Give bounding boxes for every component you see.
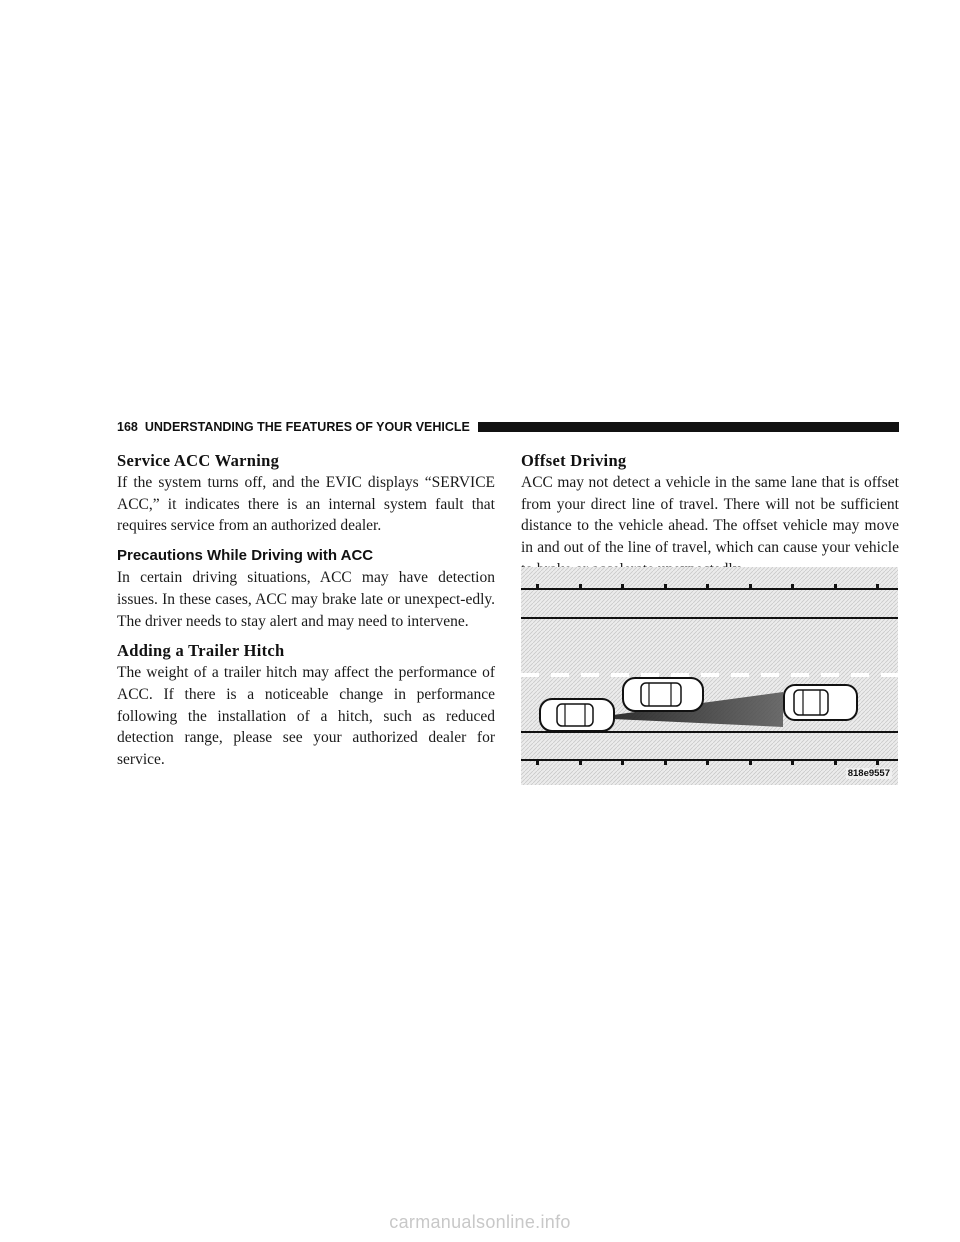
right-column	[521, 450, 899, 581]
offset-driving-illustration	[521, 567, 898, 785]
paragraph-trailer-hitch: The weight of a trailer hitch may affect the performance of ACC. If there is a noticeable change in performance following the installation of a hitch, such as reduced detection range, please see your authorized dealer for service.	[117, 664, 495, 769]
left-column	[117, 450, 495, 771]
heading-trailer-hitch: Adding a Trailer Hitch	[117, 641, 285, 661]
figure-id: 818e9557	[847, 768, 890, 779]
header-rule	[478, 422, 899, 432]
watermark: carmanualsonline.info	[389, 1212, 571, 1232]
road-diagram	[521, 567, 898, 785]
offset-vehicle	[623, 678, 703, 711]
heading-precautions: Precautions While Driving with ACC	[117, 547, 374, 565]
vehicle-ahead	[784, 685, 857, 720]
paragraph-precautions: In certain driving situations, ACC may have detection issues. In these cases, ACC may brake late or unexpect-edly. The driver needs to stay alert and may need to intervene.	[117, 569, 495, 630]
road-edge-bottom	[521, 759, 898, 761]
heading-service-acc-warning: Service ACC Warning	[117, 451, 280, 470]
road-edge-top	[521, 588, 898, 590]
paragraph-offset-driving: ACC may not detect a vehicle in the same lane that is offset from your direct line of travel. There will not be sufficient distance to the vehicle ahead. The offset vehicle may move in and out of the line of travel, which can cause your vehicle	[521, 474, 899, 557]
heading-offset-driving: Offset Driving	[521, 451, 627, 470]
chapter-title: UNDERSTANDING THE FEATURES OF YOUR VEHICLE	[144, 420, 470, 434]
page-number: 168	[117, 420, 138, 434]
paragraph-service-acc-warning: If the system turns off, and the EVIC displays “SERVICE ACC,” it indicates there is an internal system fault that requires service from an authorized dealer.	[117, 474, 495, 535]
page-header	[117, 418, 899, 436]
road-edge-upper	[521, 617, 898, 619]
own-vehicle	[540, 699, 614, 731]
